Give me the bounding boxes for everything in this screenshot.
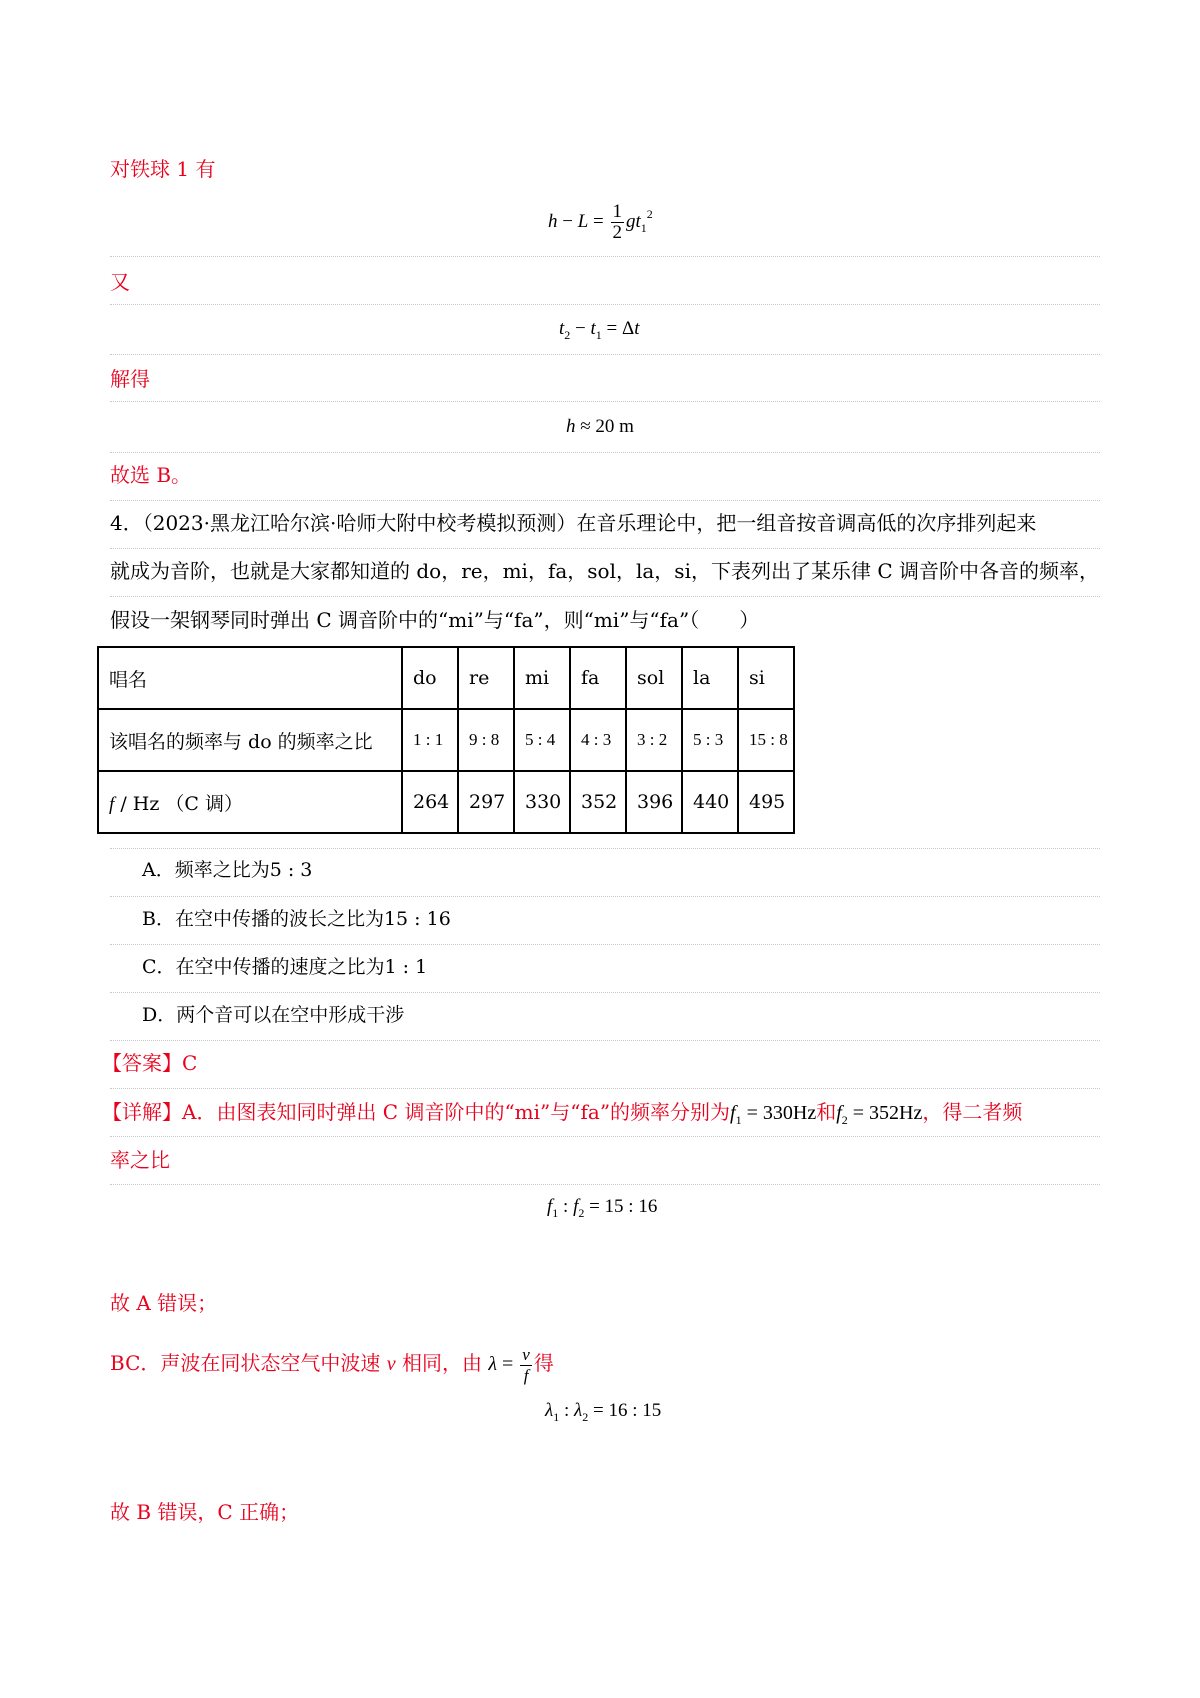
table-cell: 1 : 1 [402,709,458,771]
eq-subscript: 2 [578,1206,585,1220]
option-d[interactable]: D．两个音可以在空中形成干涉 [142,1004,405,1026]
text-gu-a: 故 A 错误； [110,1291,218,1315]
option-b[interactable]: B．在空中传播的波长之比为15 : 16 [142,908,451,930]
eq-rhs: ≈ 20 m [575,416,634,437]
eq-var-h: h [548,210,558,232]
detail-text: 相同，由 [395,1351,489,1376]
detail-line-1 [102,1100,1022,1132]
table-cell: 5 : 4 [514,709,570,771]
eq-value: = 352Hz [847,1102,923,1124]
eq-var-t: t [635,210,641,232]
eq-var-L: L [577,210,589,232]
dotted-rule [110,548,1100,549]
table-cell: 264 [402,771,458,833]
fraction-numerator: v [522,1345,530,1364]
eq-var-t: t [634,318,640,339]
table-cell: fa [570,647,626,709]
dotted-rule [110,452,1100,453]
table-cell: 330 [514,771,570,833]
eq-rhs: = 16 : 15 [588,1400,662,1421]
table-row [98,771,794,833]
freq-symbol: f [109,793,115,815]
freq-unit-label: / Hz （C 调） [114,792,243,815]
eq-var-h: h [566,416,576,437]
dotted-rule [110,1136,1100,1137]
table-cell-header: 唱名 [98,647,402,709]
table-cell: 297 [458,771,514,833]
eq-var-t: t [559,318,565,339]
text-you: 又 [110,270,130,294]
table-cell: 440 [682,771,738,833]
eq-rhs: = 15 : 16 [584,1196,658,1217]
answer-label: 【答案】C [102,1051,198,1075]
eq-fraction [611,202,625,243]
table-row [98,709,794,771]
eq-var-f: f [547,1196,553,1217]
option-c[interactable]: C．在空中传播的速度之比为1 : 1 [142,956,428,978]
table-cell: 5 : 3 [682,709,738,771]
eq-fraction [520,1345,532,1386]
table-cell: la [682,647,738,709]
dotted-rule [110,1088,1100,1089]
eq-var-f: f [573,1196,579,1217]
detail-line-2: 率之比 [110,1148,170,1172]
equation-height [566,416,634,438]
dotted-rule [110,354,1100,355]
table-cell: 396 [626,771,682,833]
table-cell-header: 该唱名的频率与 do 的频率之比 [98,709,402,771]
table-cell: sol [626,647,682,709]
table-cell: 3 : 2 [626,709,682,771]
dotted-rule [110,944,1100,945]
eq-op: : [559,1400,575,1421]
detail-f1 [730,1102,817,1127]
eq-var-lambda: λ [574,1400,583,1421]
fraction-denominator: f [523,1366,529,1385]
detail-text: 得 [533,1351,554,1376]
table-cell: si [738,647,794,709]
question-line-2: 就成为音阶，也就是大家都知道的 do，re，mi，fa，sol，la，si，下表列出了某乐律 C 调音阶中各音的频率， [110,559,1099,583]
option-a[interactable]: A．频率之比为5 : 3 [142,859,313,881]
question-line-1: 4．（2023·黑龙江哈尔滨·哈师大附中校考模拟预测）在音乐理论中，把一组音按音调高低的次序排列起来 [110,511,1037,535]
dotted-rule [110,848,1100,849]
eq-op: − [557,210,578,232]
eq-var-lambda: λ [545,1400,554,1421]
table-cell: do [402,647,458,709]
text-guxuan-b: 故选 B。 [110,463,192,487]
equation-free-fall [548,202,653,243]
text-bc [110,1345,554,1386]
eq-wavelength-formula [488,1345,534,1385]
table-cell: 495 [738,771,794,833]
dotted-rule [110,500,1100,501]
text-gu-b: 故 B 错误，C 正确； [110,1500,300,1524]
eq-subscript: 1 [640,220,647,235]
eq-var-f: f [730,1102,736,1124]
equation-wavelength-ratio [545,1400,661,1425]
equation-time-diff [559,318,640,343]
dotted-rule [110,896,1100,897]
dotted-rule [110,256,1100,257]
eq-subscript: 1 [552,1206,559,1220]
detail-text: BC．声波在同状态空气中波速 [110,1351,387,1376]
eq-superscript: 2 [646,206,653,221]
dotted-rule [110,401,1100,402]
eq-var-t: t [590,318,596,339]
detail-text: ，得二者频 [922,1100,1023,1124]
eq-var-g: g [626,210,636,232]
text-jiede: 解得 [110,367,150,391]
fraction-numerator: 1 [612,201,623,222]
dotted-rule [110,596,1100,597]
table-cell: mi [514,647,570,709]
table-row [98,647,794,709]
eq-subscript: 1 [735,1113,742,1127]
eq-op: = Δ [601,318,635,339]
detail-text: 【详解】A．由图表知同时弹出 C 调音阶中的“mi”与“fa”的频率分别为 [102,1100,731,1124]
dotted-rule [110,1040,1100,1041]
eq-subscript: 2 [564,328,571,342]
table-cell: 352 [570,771,626,833]
eq-subscript: 1 [595,328,602,342]
question-line-3: 假设一架钢琴同时弹出 C 调音阶中的“mi”与“fa”，则“mi”与“fa”（ ） [110,608,760,632]
table-cell-header [98,771,402,833]
eq-subscript: 2 [841,1113,848,1127]
eq-value: = 330Hz [741,1102,817,1124]
table-cell: 15 : 8 [738,709,794,771]
eq-op: − [570,318,591,339]
eq-var-lambda: λ [488,1353,498,1376]
table-cell: re [458,647,514,709]
eq-op: : [558,1196,574,1217]
equation-freq-ratio [547,1196,657,1221]
dotted-rule [110,304,1100,305]
text-tieqiu: 对铁球 1 有 [110,157,216,181]
scale-frequency-table [97,646,795,834]
table-cell: 4 : 3 [570,709,626,771]
eq-op: = [497,1353,519,1376]
dotted-rule [110,1184,1100,1185]
eq-var-v: v [386,1353,396,1376]
table-cell: 9 : 8 [458,709,514,771]
dotted-rule [110,992,1100,993]
eq-var-f: f [836,1102,842,1124]
eq-op: = [588,210,609,232]
detail-f2 [836,1102,923,1127]
eq-subscript: 1 [553,1410,560,1424]
fraction-denominator: 2 [612,222,623,243]
eq-subscript: 2 [582,1410,589,1424]
detail-text: 和 [816,1100,837,1124]
